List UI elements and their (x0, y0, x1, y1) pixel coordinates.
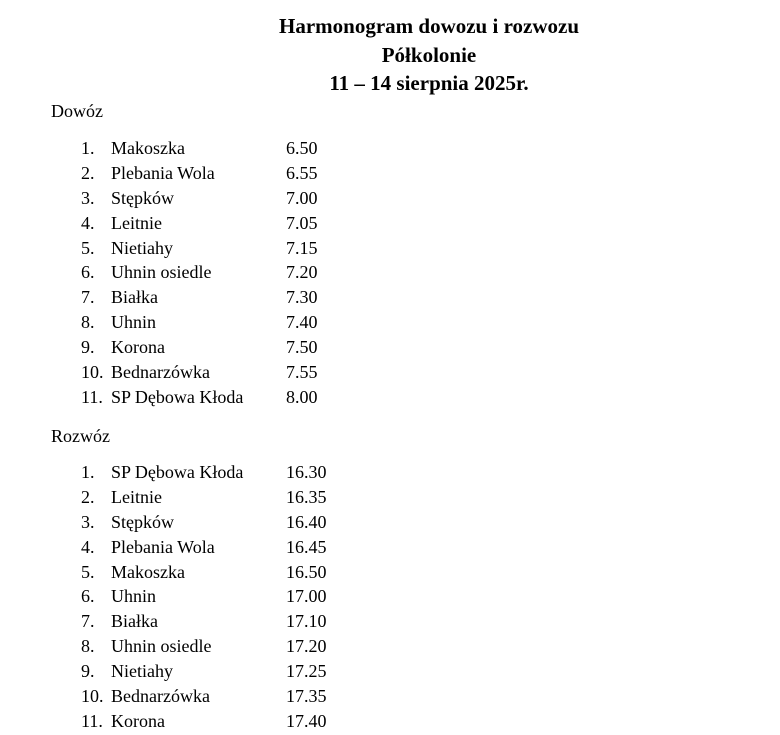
rozwoz-row (0, 460, 400, 485)
dowoz-schedule-list (0, 136, 400, 410)
stop-time: 7.15 (286, 237, 318, 258)
rozwoz-row (0, 634, 400, 659)
stop-number: 7. (81, 611, 95, 632)
stop-time: 17.25 (286, 661, 327, 682)
title-line-1: Harmonogram dowozu i rozwozu (279, 14, 579, 38)
stop-number: 11. (81, 386, 103, 407)
stop-number: 9. (81, 337, 95, 358)
stop-time: 16.45 (286, 536, 327, 557)
stop-time: 16.35 (286, 486, 327, 507)
stop-number: 7. (81, 287, 95, 308)
stop-time: 8.00 (286, 386, 318, 407)
stop-name: Leitnie (111, 212, 162, 233)
stop-time: 7.40 (286, 312, 318, 333)
rozwoz-schedule-list (0, 460, 400, 734)
stop-number: 5. (81, 237, 95, 258)
dowoz-row (0, 136, 400, 161)
stop-time: 17.10 (286, 611, 327, 632)
stop-time: 17.20 (286, 636, 327, 657)
stop-time: 17.00 (286, 586, 327, 607)
stop-time: 7.55 (286, 362, 318, 383)
document-title (0, 12, 780, 98)
stop-number: 4. (81, 212, 95, 233)
stop-number: 4. (81, 536, 95, 557)
stop-number: 1. (81, 138, 95, 158)
title-line-2: Półkolonie (381, 42, 477, 67)
stop-time: 7.20 (286, 262, 318, 283)
stop-number: 2. (81, 162, 95, 183)
rozwoz-row (0, 485, 400, 510)
title-line-3: 11 – 14 sierpnia 2025r. (329, 71, 529, 95)
stop-time: 7.00 (286, 187, 318, 208)
stop-time: 17.35 (286, 686, 327, 707)
stop-name: Plebania Wola (111, 536, 215, 557)
stop-name: Uhnin osiedle (111, 636, 212, 657)
stop-name: Korona (111, 710, 165, 731)
stop-number: 10. (81, 686, 104, 707)
dowoz-row (0, 385, 400, 410)
rozwoz-row (0, 560, 400, 585)
stop-number: 8. (81, 312, 95, 333)
dowoz-row (0, 285, 400, 310)
stop-name: Bednarzówka (111, 686, 210, 707)
stop-number: 3. (81, 187, 95, 208)
stop-name: SP Dębowa Kłoda (111, 386, 244, 407)
stop-name: Korona (111, 337, 165, 358)
rozwoz-row (0, 584, 400, 609)
stop-name: Stępków (111, 511, 174, 532)
stop-number: 3. (81, 511, 95, 532)
stop-time: 7.05 (286, 212, 318, 233)
stop-time: 16.50 (286, 561, 327, 582)
stop-name: SP Dębowa Kłoda (111, 462, 244, 482)
stop-time: 17.40 (286, 710, 327, 731)
stop-number: 8. (81, 636, 95, 657)
stop-name: Uhnin osiedle (111, 262, 212, 283)
dowoz-row (0, 360, 400, 385)
stop-name: Nietiahy (111, 237, 173, 258)
stop-name: Uhnin (111, 586, 156, 607)
stop-time: 16.40 (286, 511, 327, 532)
stop-number: 6. (81, 262, 95, 283)
stop-number: 5. (81, 561, 95, 582)
stop-number: 11. (81, 710, 103, 731)
stop-name: Białka (111, 611, 158, 632)
stop-name: Makoszka (111, 138, 185, 158)
stop-time: 6.55 (286, 162, 318, 183)
stop-number: 10. (81, 362, 104, 383)
dowoz-row (0, 161, 400, 186)
stop-name: Makoszka (111, 561, 185, 582)
rozwoz-row (0, 684, 400, 709)
stop-name: Uhnin (111, 312, 156, 333)
stop-number: 2. (81, 486, 95, 507)
stop-name: Leitnie (111, 486, 162, 507)
stop-time: 7.50 (286, 337, 318, 358)
rozwoz-row (0, 535, 400, 560)
rozwoz-heading: Rozwóz (51, 426, 110, 446)
rozwoz-row (0, 659, 400, 684)
stop-time: 7.30 (286, 287, 318, 308)
stop-time: 6.50 (286, 138, 318, 158)
stop-name: Plebania Wola (111, 162, 215, 183)
stop-number: 1. (81, 462, 95, 482)
dowoz-row (0, 260, 400, 285)
dowoz-row (0, 335, 400, 360)
rozwoz-row (0, 709, 400, 734)
stop-name: Białka (111, 287, 158, 308)
dowoz-row (0, 211, 400, 236)
stop-number: 9. (81, 661, 95, 682)
stop-number: 6. (81, 586, 95, 607)
dowoz-heading: Dowóz (51, 101, 103, 121)
dowoz-row (0, 186, 400, 211)
rozwoz-row (0, 510, 400, 535)
dowoz-row (0, 236, 400, 261)
stop-name: Bednarzówka (111, 362, 210, 383)
stop-time: 16.30 (286, 462, 327, 482)
rozwoz-row (0, 609, 400, 634)
stop-name: Nietiahy (111, 661, 173, 682)
dowoz-row (0, 310, 400, 335)
stop-name: Stępków (111, 187, 174, 208)
